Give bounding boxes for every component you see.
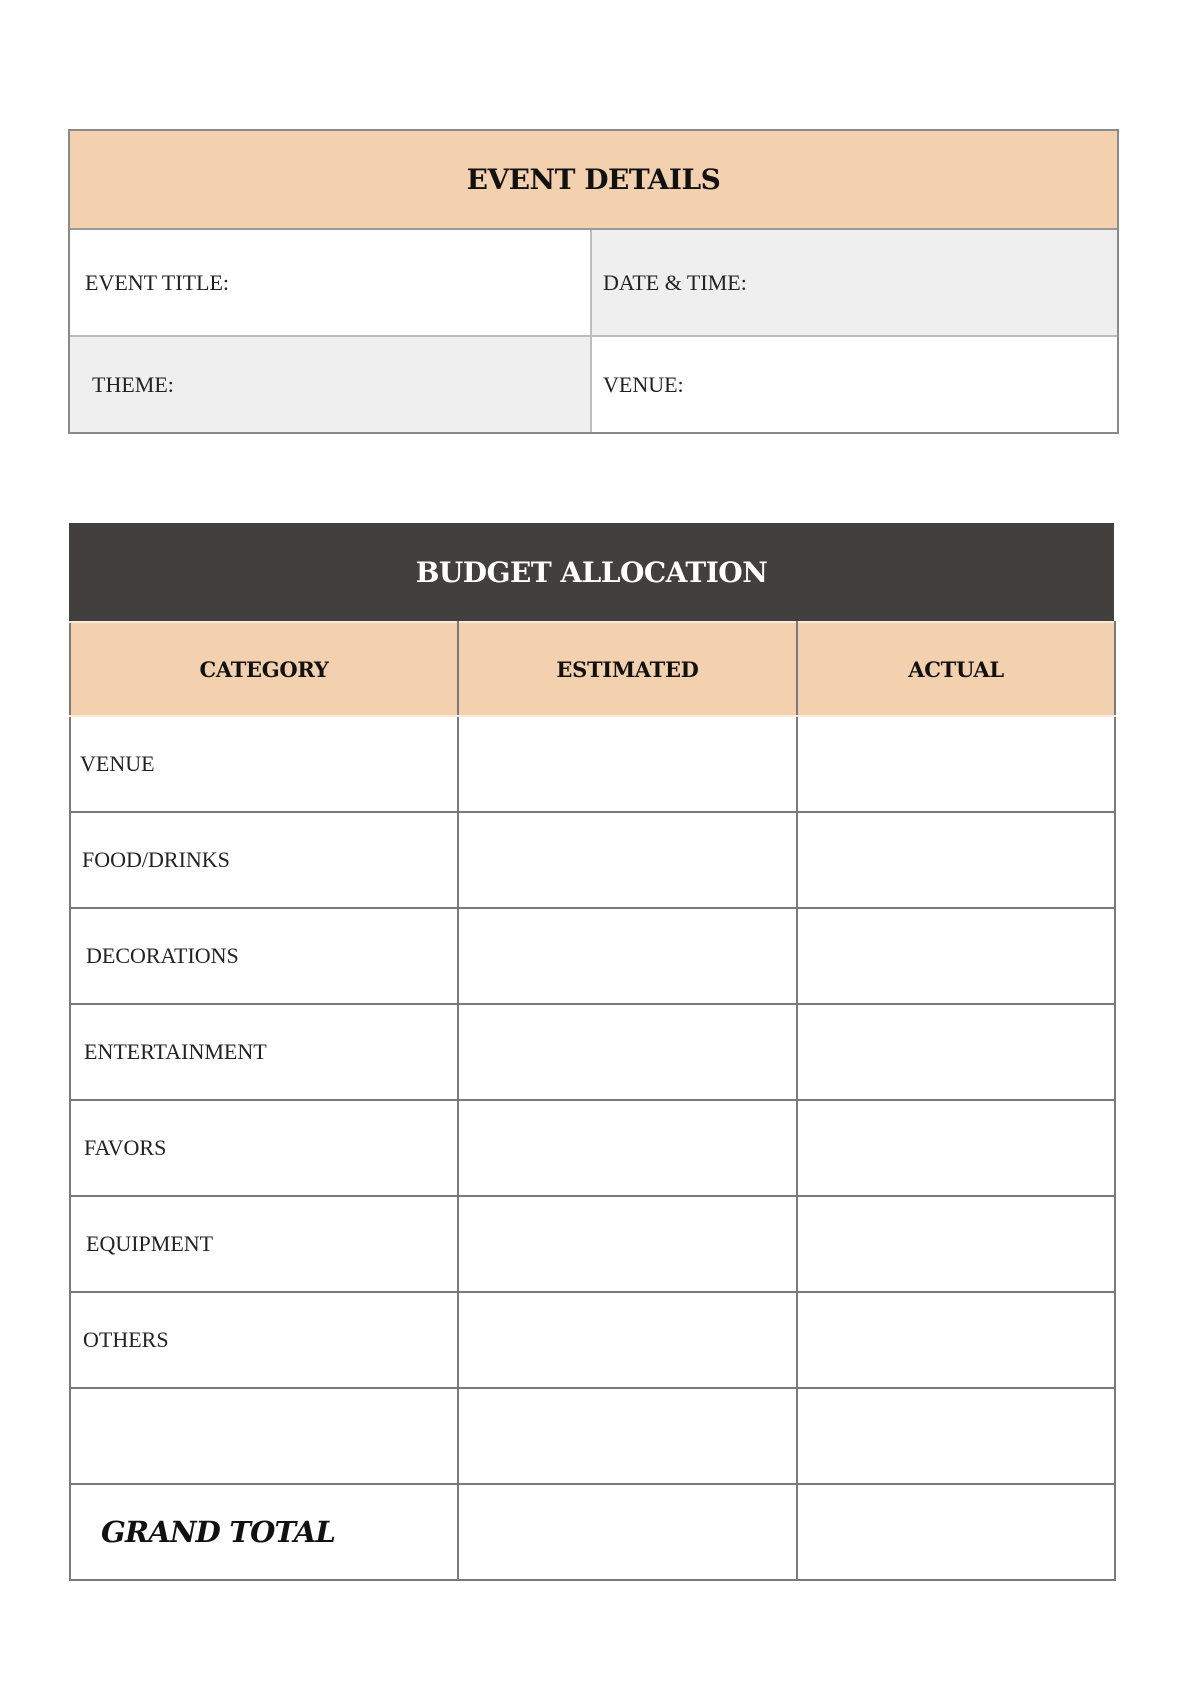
event-details-table — [68, 129, 1119, 434]
budget-header-row — [70, 622, 1115, 716]
estimated-cell[interactable] — [458, 1196, 797, 1292]
budget-allocation-title: BUDGET ALLOCATION — [69, 523, 1114, 621]
venue-field[interactable] — [592, 337, 1117, 432]
actual-cell[interactable] — [797, 716, 1115, 812]
grand-total-label: GRAND TOTAL — [70, 1484, 458, 1580]
date-time-label: DATE & TIME: — [603, 269, 747, 295]
budget-allocation-table — [69, 523, 1114, 1581]
column-header-estimated: ESTIMATED — [458, 622, 797, 716]
event-details-row — [70, 337, 1117, 432]
grand-total-row — [70, 1484, 1115, 1580]
table-row — [70, 716, 1115, 812]
estimated-cell[interactable] — [458, 812, 797, 908]
category-cell: VENUE — [70, 716, 458, 812]
table-row — [70, 812, 1115, 908]
grand-total-estimated-cell[interactable] — [458, 1484, 797, 1580]
category-cell: EQUIPMENT — [70, 1196, 458, 1292]
column-header-actual: ACTUAL — [797, 622, 1115, 716]
category-cell: FAVORS — [70, 1100, 458, 1196]
category-cell: ENTERTAINMENT — [70, 1004, 458, 1100]
theme-field[interactable] — [70, 337, 592, 432]
category-cell: OTHERS — [70, 1292, 458, 1388]
estimated-cell[interactable] — [458, 1100, 797, 1196]
category-cell[interactable] — [70, 1388, 458, 1484]
actual-cell[interactable] — [797, 1004, 1115, 1100]
actual-cell[interactable] — [797, 812, 1115, 908]
estimated-cell[interactable] — [458, 1292, 797, 1388]
table-row — [70, 908, 1115, 1004]
estimated-cell[interactable] — [458, 1004, 797, 1100]
actual-cell[interactable] — [797, 1100, 1115, 1196]
category-cell: FOOD/DRINKS — [70, 812, 458, 908]
column-header-category: CATEGORY — [70, 622, 458, 716]
event-details-row — [70, 230, 1117, 337]
table-row — [70, 1388, 1115, 1484]
event-title-label: EVENT TITLE: — [85, 269, 229, 295]
actual-cell[interactable] — [797, 908, 1115, 1004]
budget-grid — [69, 621, 1116, 1581]
actual-cell[interactable] — [797, 1388, 1115, 1484]
actual-cell[interactable] — [797, 1196, 1115, 1292]
grand-total-actual-cell[interactable] — [797, 1484, 1115, 1580]
theme-label: THEME: — [92, 371, 174, 397]
table-row — [70, 1196, 1115, 1292]
event-title-field[interactable] — [70, 230, 592, 335]
table-row — [70, 1292, 1115, 1388]
venue-label: VENUE: — [603, 371, 684, 397]
table-row — [70, 1100, 1115, 1196]
estimated-cell[interactable] — [458, 716, 797, 812]
category-cell: DECORATIONS — [70, 908, 458, 1004]
estimated-cell[interactable] — [458, 1388, 797, 1484]
date-time-field[interactable] — [592, 230, 1117, 335]
estimated-cell[interactable] — [458, 908, 797, 1004]
event-details-title: EVENT DETAILS — [70, 131, 1117, 230]
actual-cell[interactable] — [797, 1292, 1115, 1388]
table-row — [70, 1004, 1115, 1100]
